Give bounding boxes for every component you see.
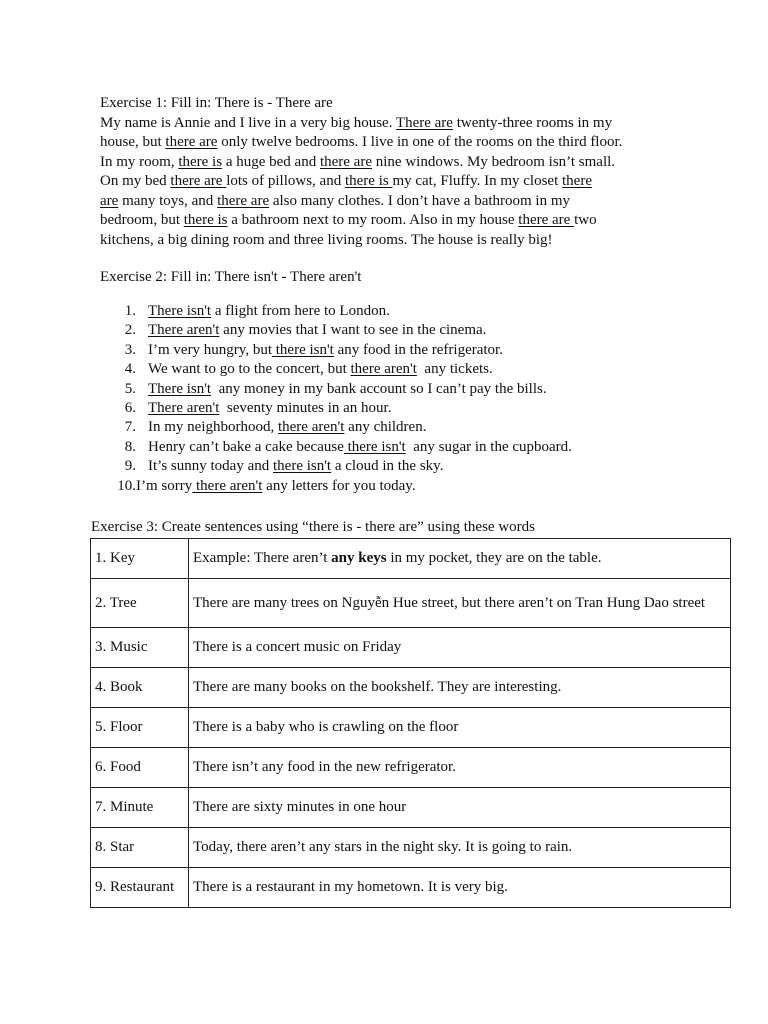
text-segment: a huge bed and <box>222 153 320 170</box>
text-segment: a cloud in the sky. <box>331 458 444 475</box>
answer-text: there are <box>217 192 270 209</box>
exercise-2-list <box>100 302 720 496</box>
text-segment: a flight from here to London. <box>211 303 390 319</box>
answer-text: There isn't <box>148 380 212 397</box>
list-item-text <box>148 360 493 379</box>
text-segment: any food in the refrigerator. <box>333 341 503 358</box>
text-segment: any money in my bank account so I can’t pay the bills. <box>211 380 547 397</box>
list-item <box>100 438 720 457</box>
table-row <box>91 788 731 828</box>
text-segment: a bathroom next to my room. Also in my house <box>227 212 519 228</box>
paragraph-line <box>100 133 700 153</box>
text-segment: lots of pillows, and <box>226 173 345 189</box>
answer-text: there is <box>178 153 223 170</box>
text-segment: any tickets. <box>416 361 493 378</box>
table-row <box>91 868 731 908</box>
text-segment: any sugar in the cupboard. <box>405 438 572 455</box>
text-segment: seventy minutes in an hour. <box>219 400 392 417</box>
paragraph-line <box>100 192 700 212</box>
list-item-text <box>148 418 426 437</box>
text-segment: I’m very hungry, but <box>148 341 272 358</box>
list-number: 9. <box>124 458 136 475</box>
text-segment: nine windows. My bedroom isn’t small. <box>372 153 616 170</box>
paragraph-line <box>100 211 700 231</box>
exercise-1 <box>100 94 700 250</box>
answer-text: there <box>562 173 592 189</box>
sentence-cell <box>189 828 731 868</box>
answer-text: there aren't <box>350 361 417 378</box>
list-number: 2. <box>124 322 136 339</box>
exercise-1-title: Exercise 1: Fill in: There is - There are <box>100 95 333 111</box>
answer-text: there aren't <box>192 477 263 494</box>
list-number: 7. <box>124 419 136 436</box>
sentence-cell <box>189 788 731 828</box>
answer-text: there is <box>183 212 228 228</box>
text-segment: We want to go to the concert, but <box>148 361 351 378</box>
answer-text: there are <box>518 212 575 228</box>
text-segment: house, but <box>100 134 166 150</box>
word-cell: 4. Book <box>91 668 189 708</box>
list-item <box>100 418 720 437</box>
text-segment: two <box>574 212 597 228</box>
text-segment: in my pocket, they are on the table. <box>386 550 602 566</box>
answer-text: there isn't <box>343 438 406 455</box>
answer-text: there are <box>170 173 227 189</box>
list-number: 8. <box>124 438 136 455</box>
text-segment: also many clothes. I don’t have a bathroom in my <box>269 192 571 209</box>
paragraph-line <box>100 231 700 251</box>
text-segment: Henry can’t bake a cake because <box>148 438 344 455</box>
text-segment: any children. <box>344 419 427 436</box>
text-segment: My name is Annie and I live in a very big house. <box>100 114 396 131</box>
text-segment: my cat, Fluffy. In my closet <box>392 173 563 189</box>
answer-text: there are <box>319 153 372 170</box>
text-segment: There are many trees on Nguyễn Hue street, but there aren’t on Tran Hung Dao street <box>193 594 706 611</box>
table-row <box>91 579 731 628</box>
text-segment: There is a baby who is crawling on the floor <box>193 719 459 735</box>
list-item-text <box>148 380 547 399</box>
list-item <box>100 477 720 496</box>
sentence-cell <box>189 868 731 908</box>
list-item <box>100 302 720 321</box>
answer-text: There are <box>395 114 453 131</box>
list-number: 3. <box>124 341 136 358</box>
table-row <box>91 828 731 868</box>
exercise-2-title: Exercise 2: Fill in: There isn't - There aren't <box>100 269 362 285</box>
exercise-1-paragraph <box>100 114 700 251</box>
text-segment: kitchens, a big dining room and three living rooms. The house is really big! <box>100 231 553 248</box>
text-segment: only twelve bedrooms. I live in one of the rooms on the third floor. <box>217 134 623 150</box>
word-cell: 7. Minute <box>91 788 189 828</box>
list-number: 6. <box>124 400 136 417</box>
word-cell: 2. Tree <box>91 579 189 628</box>
list-item-text <box>136 477 416 496</box>
table-row <box>91 628 731 668</box>
word-cell: 9. Restaurant <box>91 868 189 908</box>
sentence-cell <box>189 628 731 668</box>
sentence-cell <box>189 708 731 748</box>
list-item <box>100 399 720 418</box>
word-cell: 1. Key <box>91 539 189 579</box>
exercise-3-title: Exercise 3: Create sentences using “there is - there are” using these words <box>91 519 535 535</box>
list-item-text <box>148 302 390 321</box>
answer-text: There isn't <box>148 303 212 319</box>
text-segment: I’m sorry <box>136 477 193 494</box>
word-cell: 3. Music <box>91 628 189 668</box>
text-segment: There is a restaurant in my hometown. It is very big. <box>193 879 508 895</box>
list-number: 10. <box>117 477 136 494</box>
answer-text: there is <box>344 173 393 189</box>
word-cell: 6. Food <box>91 748 189 788</box>
text-segment: In my neighborhood, <box>148 419 278 436</box>
text-segment: Today, there aren’t any stars in the night sky. It is going to rain. <box>193 839 573 855</box>
answer-text: there isn't <box>272 341 334 358</box>
list-item <box>100 321 720 340</box>
answer-text: there isn't <box>273 458 332 475</box>
text-segment: any letters for you today. <box>262 477 416 494</box>
sentence-cell <box>189 539 731 579</box>
list-item <box>100 380 720 399</box>
answer-text: there are <box>165 134 218 150</box>
sentence-cell <box>189 579 731 628</box>
list-item-text <box>148 438 572 457</box>
list-item <box>100 341 720 360</box>
table-row <box>91 539 731 579</box>
text-segment: twenty-three rooms in my <box>452 114 613 131</box>
bold-text: any keys <box>331 550 387 566</box>
paragraph-line <box>100 114 700 134</box>
text-segment: It’s sunny today and <box>148 458 273 475</box>
text-segment: any movies that I want to see in the cinema. <box>219 322 487 339</box>
word-cell: 8. Star <box>91 828 189 868</box>
list-number: 5. <box>124 380 136 397</box>
text-segment: There isn’t any food in the new refrigerator. <box>193 759 456 775</box>
text-segment: There are sixty minutes in one hour <box>193 799 407 815</box>
word-cell: 5. Floor <box>91 708 189 748</box>
sentence-cell <box>189 748 731 788</box>
text-segment: There are many books on the bookshelf. They are interesting. <box>193 679 562 695</box>
text-segment: On my bed <box>100 173 171 189</box>
list-item <box>100 360 720 379</box>
table-row <box>91 668 731 708</box>
list-number: 4. <box>124 361 136 378</box>
list-item <box>100 457 720 476</box>
paragraph-line <box>100 153 700 173</box>
text-segment: Example: There aren’t <box>193 550 332 566</box>
paragraph-line <box>100 172 700 192</box>
list-item-text <box>148 341 503 360</box>
text-segment: many toys, and <box>118 192 218 209</box>
list-item-text <box>148 457 443 476</box>
table-row <box>91 708 731 748</box>
list-number: 1. <box>124 303 136 319</box>
list-item-text <box>148 399 391 418</box>
text-segment: bedroom, but <box>100 212 184 228</box>
answer-text: are <box>100 192 119 209</box>
answer-text: there aren't <box>277 419 345 436</box>
answer-text: There aren't <box>148 400 220 417</box>
text-segment: There is a concert music on Friday <box>193 639 402 655</box>
list-item-text <box>148 321 486 340</box>
text-segment: In my room, <box>100 153 179 170</box>
sentence-cell <box>189 668 731 708</box>
answer-text: There aren't <box>148 322 220 339</box>
table-row <box>91 748 731 788</box>
exercise-3-table <box>90 538 731 908</box>
